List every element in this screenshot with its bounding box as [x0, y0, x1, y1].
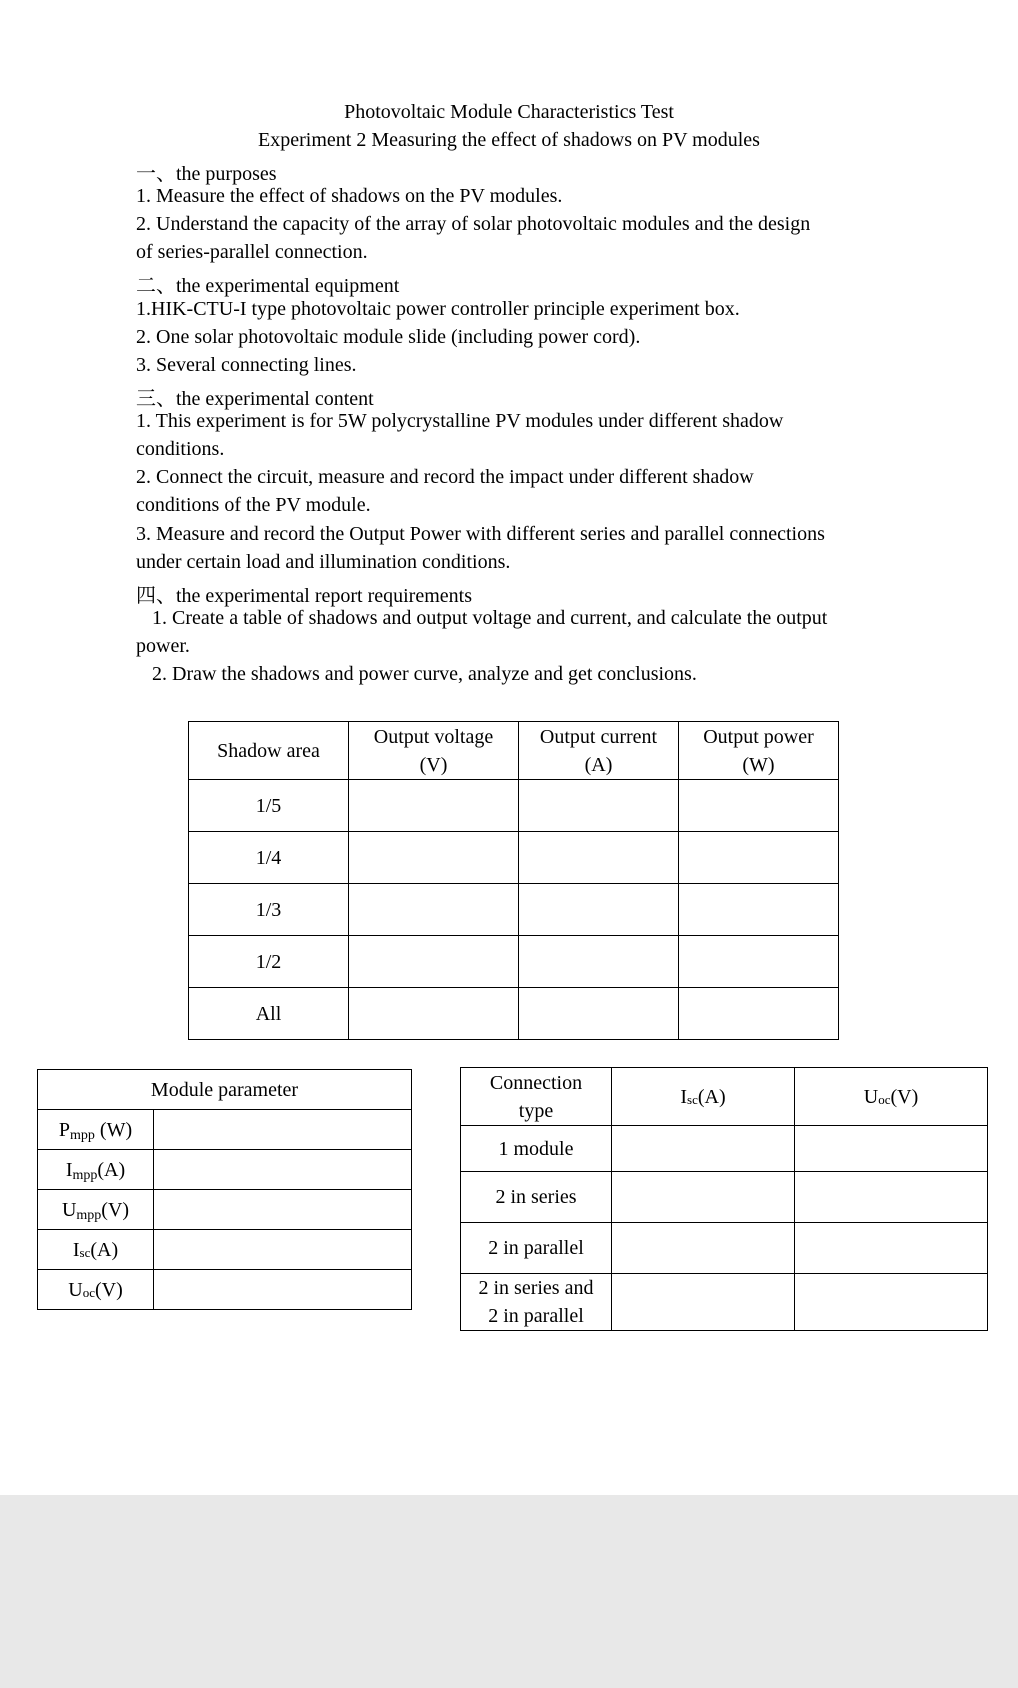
- text-line: power.: [136, 635, 190, 657]
- shadow-area-cell: 1/3: [189, 884, 349, 936]
- empty-cell: [679, 780, 839, 832]
- header-module-parameter: Module parameter: [38, 1070, 412, 1110]
- text-line: conditions.: [136, 438, 225, 460]
- empty-cell: [349, 988, 519, 1040]
- text-line: 1. Create a table of shadows and output voltage and current, and calculate the output: [152, 607, 828, 629]
- section-heading-content: 三、the experimental content: [136, 388, 374, 410]
- empty-cell: [349, 780, 519, 832]
- shadow-area-cell: 1/2: [189, 936, 349, 988]
- empty-cell: [519, 780, 679, 832]
- shadow-area-cell: 1/5: [189, 780, 349, 832]
- header-output-current: Output current (A): [519, 722, 679, 780]
- shadow-area-cell: All: [189, 988, 349, 1040]
- header-shadow-area: Shadow area: [189, 722, 349, 780]
- header-uoc: $U_{oc}(V)$: [795, 1068, 988, 1126]
- text-line: 2. Understand the capacity of the array of solar photovoltaic modules and the design: [136, 213, 811, 235]
- empty-cell: [519, 832, 679, 884]
- connection-type-cell: 2 in series: [461, 1172, 612, 1223]
- empty-cell: [679, 884, 839, 936]
- empty-cell: [519, 936, 679, 988]
- document-title: Photovoltaic Module Characteristics Test: [344, 101, 674, 123]
- table-row: [38, 1150, 412, 1190]
- text-line: 3. Several connecting lines.: [136, 354, 357, 376]
- empty-cell: [519, 988, 679, 1040]
- empty-cell: [795, 1274, 988, 1331]
- parameter-label: $I_{mpp}(A)$: [38, 1150, 154, 1190]
- connection-type-cell: 2 in series and 2 in parallel: [461, 1274, 612, 1331]
- empty-cell: [154, 1270, 412, 1310]
- shadow-area-cell: 1/4: [189, 832, 349, 884]
- empty-cell: [154, 1190, 412, 1230]
- text-line: 3. Measure and record the Output Power with different series and parallel connections: [136, 523, 825, 545]
- shadow-output-table: [188, 721, 839, 1040]
- parameter-label: $I_{sc}(A)$: [38, 1230, 154, 1270]
- connection-type-table: [460, 1067, 988, 1331]
- header-output-power: Output power (W): [679, 722, 839, 780]
- table-row: [38, 1270, 412, 1310]
- empty-cell: [679, 988, 839, 1040]
- table-row: [189, 884, 839, 936]
- text-line: 1. Measure the effect of shadows on the PV modules.: [136, 185, 563, 207]
- document-subtitle: Experiment 2 Measuring the effect of shadows on PV modules: [258, 129, 760, 151]
- header-connection-type: Connection type: [461, 1068, 612, 1126]
- table-header-row: [461, 1068, 988, 1126]
- empty-cell: [612, 1274, 795, 1331]
- text-line: conditions of the PV module.: [136, 494, 371, 516]
- table-row: [461, 1223, 988, 1274]
- parameter-label: $U_{mpp}(V)$: [38, 1190, 154, 1230]
- table-row: [38, 1110, 412, 1150]
- empty-cell: [795, 1126, 988, 1172]
- section-heading-equipment: 二、the experimental equipment: [136, 275, 400, 297]
- parameter-label: $U_{oc}(V)$: [38, 1270, 154, 1310]
- section-heading-report: 四、the experimental report requirements: [136, 585, 472, 607]
- empty-cell: [612, 1172, 795, 1223]
- empty-cell: [612, 1223, 795, 1274]
- empty-cell: [154, 1150, 412, 1190]
- table-row: [38, 1190, 412, 1230]
- empty-cell: [519, 884, 679, 936]
- section-heading-purposes: 一、the purposes: [136, 163, 277, 185]
- empty-cell: [349, 884, 519, 936]
- empty-cell: [349, 936, 519, 988]
- text-line: 2. Draw the shadows and power curve, analyze and get conclusions.: [152, 663, 697, 685]
- table-header-row: [189, 722, 839, 780]
- text-line: 2. Connect the circuit, measure and record the impact under different shadow: [136, 466, 754, 488]
- connection-type-cell: 1 module: [461, 1126, 612, 1172]
- table-row: [461, 1274, 988, 1331]
- text-line: 1.HIK-CTU-I type photovoltaic power controller principle experiment box.: [136, 298, 740, 320]
- empty-cell: [349, 832, 519, 884]
- viewer-background: [0, 1495, 1018, 1688]
- header-isc: $I_{sc}(A)$: [612, 1068, 795, 1126]
- empty-cell: [679, 832, 839, 884]
- text-line: 1. This experiment is for 5W polycrystalline PV modules under different shadow: [136, 410, 784, 432]
- table-row: [461, 1126, 988, 1172]
- connection-type-cell: 2 in parallel: [461, 1223, 612, 1274]
- table-row: [461, 1172, 988, 1223]
- text-line: 2. One solar photovoltaic module slide (including power cord).: [136, 326, 641, 348]
- text-line: of series-parallel connection.: [136, 241, 368, 263]
- empty-cell: [795, 1172, 988, 1223]
- empty-cell: [795, 1223, 988, 1274]
- table-row: [189, 936, 839, 988]
- empty-cell: [154, 1110, 412, 1150]
- empty-cell: [679, 936, 839, 988]
- table-header-row: [38, 1070, 412, 1110]
- header-output-voltage: Output voltage (V): [349, 722, 519, 780]
- table-row: [38, 1230, 412, 1270]
- parameter-label: $P_{mpp}$ (W): [38, 1110, 154, 1150]
- table-row: [189, 988, 839, 1040]
- module-parameter-table: [37, 1069, 412, 1310]
- table-row: [189, 780, 839, 832]
- text-line: under certain load and illumination conditions.: [136, 551, 511, 573]
- empty-cell: [612, 1126, 795, 1172]
- table-row: [189, 832, 839, 884]
- empty-cell: [154, 1230, 412, 1270]
